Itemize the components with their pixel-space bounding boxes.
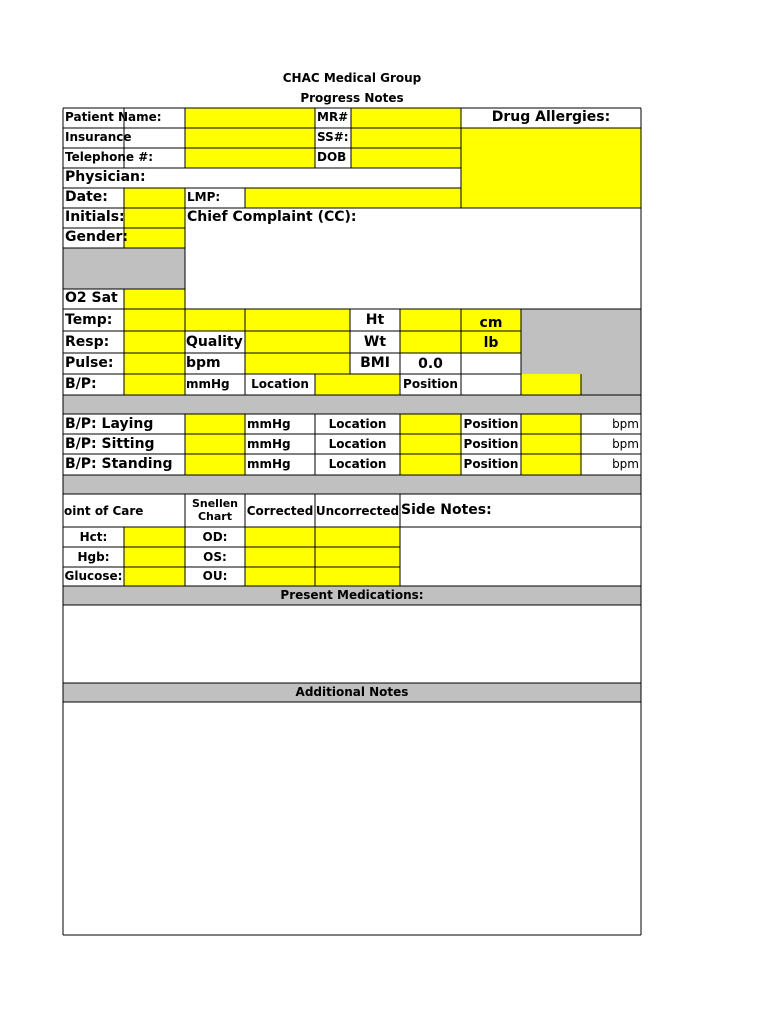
patient-name-label: Patient Name:: [65, 110, 162, 124]
field-temp-3[interactable]: [245, 309, 350, 331]
o2sat-label: O2 Sat: [65, 290, 118, 306]
field-drug-allergies[interactable]: [461, 128, 641, 208]
telephone-label: Telephone #:: [65, 150, 154, 164]
field-bp-location[interactable]: [315, 374, 400, 395]
field-date[interactable]: [124, 188, 185, 208]
uncorrected-label: Uncorrected: [315, 504, 400, 518]
field-wt[interactable]: [400, 331, 461, 353]
field-od-uncorrected[interactable]: [315, 527, 400, 547]
bp-laying-position: Position: [463, 417, 519, 431]
hgb-label: Hgb:: [77, 550, 110, 564]
field-pulse-2[interactable]: [245, 353, 350, 374]
field-dob[interactable]: [351, 148, 461, 168]
os-label: OS:: [203, 550, 227, 564]
field-ou-uncorrected[interactable]: [315, 567, 400, 586]
field-sitting-location[interactable]: [400, 434, 461, 454]
bp-label: B/P:: [65, 376, 97, 392]
bp-laying-label: B/P: Laying: [65, 416, 154, 432]
initials-label: Initials:: [65, 209, 125, 225]
chief-complaint-area[interactable]: [186, 228, 640, 308]
field-glucose[interactable]: [124, 567, 185, 586]
form-title: CHAC Medical Group: [282, 71, 422, 85]
present-medications-header: Present Medications:: [280, 588, 424, 602]
field-o2sat[interactable]: [124, 289, 185, 309]
mr-label: MR#: [317, 110, 349, 124]
field-bp[interactable]: [124, 374, 185, 395]
field-insurance[interactable]: [185, 128, 315, 148]
field-standing-bp[interactable]: [185, 454, 245, 475]
corrected-label: Corrected: [246, 504, 314, 518]
field-laying-bp[interactable]: [185, 414, 245, 434]
lmp-label: LMP:: [187, 190, 221, 204]
field-telephone[interactable]: [185, 148, 315, 168]
bp-sitting-label: B/P: Sitting: [65, 436, 155, 452]
lb-label: lb: [483, 335, 499, 351]
od-label: OD:: [202, 530, 228, 544]
bp-laying-unit: mmHg: [247, 417, 291, 431]
field-ht[interactable]: [400, 309, 461, 331]
bp-sitting-position: Position: [463, 437, 519, 451]
hct-label: Hct:: [79, 530, 108, 544]
shade-bar-1: [63, 395, 641, 414]
chief-complaint-label: Chief Complaint (CC):: [187, 209, 357, 225]
field-od-corrected[interactable]: [245, 527, 315, 547]
resp-label: Resp:: [65, 334, 110, 350]
bp-standing-position: Position: [463, 457, 519, 471]
bmi-value: 0.0: [418, 356, 443, 372]
gender-label: Gender:: [65, 229, 128, 245]
bp-standing-rate-unit: bpm: [612, 457, 639, 471]
field-os-corrected[interactable]: [245, 547, 315, 567]
bp-position-label: Position: [403, 377, 458, 391]
ou-label: OU:: [202, 569, 228, 583]
ss-label: SS#:: [317, 130, 349, 144]
additional-notes-area[interactable]: [64, 703, 640, 934]
field-hgb[interactable]: [124, 547, 185, 567]
form-subtitle: Progress Notes: [300, 91, 404, 105]
field-bp-position[interactable]: [521, 374, 581, 395]
shade-bar-2: [63, 475, 641, 494]
bp-location-label: Location: [251, 377, 309, 391]
field-temp[interactable]: [124, 309, 185, 331]
snellen-label-line1: Snellen: [191, 497, 239, 510]
ht-label: Ht: [365, 312, 385, 328]
field-laying-location[interactable]: [400, 414, 461, 434]
physician-label: Physician:: [65, 169, 146, 185]
field-pulse[interactable]: [124, 353, 185, 374]
bp-standing-unit: mmHg: [247, 457, 291, 471]
present-medications-area[interactable]: [64, 606, 640, 682]
cm-label: cm: [479, 315, 503, 331]
point-of-care-label: oint of Care: [64, 504, 144, 518]
bp-sitting-location: Location: [328, 437, 387, 451]
drug-allergies-label: Drug Allergies:: [491, 109, 611, 125]
snellen-label-line2: Chart: [197, 510, 232, 523]
field-sitting-bp[interactable]: [185, 434, 245, 454]
temp-label: Temp:: [65, 312, 113, 328]
glucose-label: Glucose:: [64, 569, 123, 583]
field-standing-location[interactable]: [400, 454, 461, 475]
field-initials[interactable]: [124, 208, 185, 228]
bp-standing-location: Location: [328, 457, 387, 471]
bp-laying-location: Location: [328, 417, 387, 431]
additional-notes-header: Additional Notes: [295, 685, 409, 699]
field-os-uncorrected[interactable]: [315, 547, 400, 567]
field-hct[interactable]: [124, 527, 185, 547]
bp-sitting-rate-unit: bpm: [612, 437, 639, 451]
bp-laying-rate-unit: bpm: [612, 417, 639, 431]
field-laying-position[interactable]: [521, 414, 581, 434]
side-notes-area[interactable]: [401, 528, 640, 585]
insurance-label: Insurance: [65, 130, 132, 144]
bp-standing-label: B/P: Standing: [65, 456, 173, 472]
field-ou-corrected[interactable]: [245, 567, 315, 586]
wt-label: Wt: [363, 334, 387, 350]
side-notes-label: Side Notes:: [401, 502, 492, 518]
quality-label: Quality: [186, 334, 243, 350]
bp-sitting-unit: mmHg: [247, 437, 291, 451]
field-temp-2[interactable]: [185, 309, 245, 331]
field-gender[interactable]: [124, 228, 185, 248]
date-label: Date:: [65, 189, 108, 205]
pulse-label: Pulse:: [65, 355, 114, 371]
field-quality[interactable]: [245, 331, 350, 353]
bmi-label: BMI: [360, 355, 390, 371]
bp-mmhg-label: mmHg: [186, 377, 230, 391]
field-standing-position[interactable]: [521, 454, 581, 475]
shade-block-gender: [63, 248, 185, 289]
field-sitting-position[interactable]: [521, 434, 581, 454]
pulse-bpm-label: bpm: [186, 355, 221, 371]
field-patient-name[interactable]: [185, 108, 315, 128]
field-ss[interactable]: [351, 128, 461, 148]
dob-label: DOB: [317, 150, 347, 164]
field-lmp[interactable]: [245, 188, 461, 208]
field-mr[interactable]: [351, 108, 461, 128]
field-resp[interactable]: [124, 331, 185, 353]
